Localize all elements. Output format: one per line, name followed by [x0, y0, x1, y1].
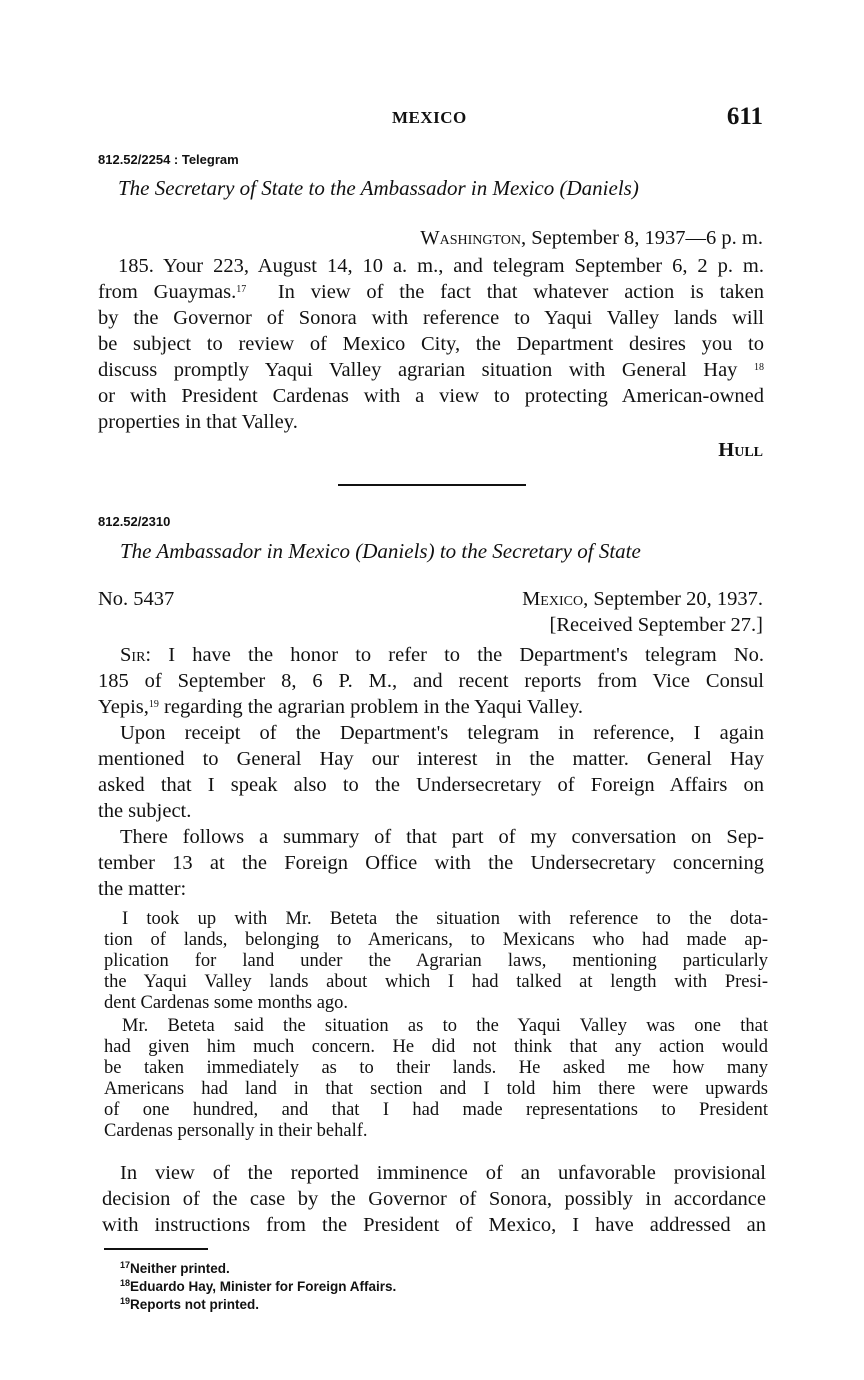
quote-line: tion of lands, belonging to Americans, to Mexicans who had made ap- [104, 930, 768, 950]
quote-line: be taken immediately as to their lands. He asked me how many [104, 1058, 768, 1078]
text-line: There follows a summary of that part of my conversation on Sep- [120, 826, 764, 848]
text-line: or with President Cardenas with a view to protecting American-owned [98, 385, 764, 407]
text-line: asked that I speak also to the Undersecretary of Foreign Affairs on [98, 774, 764, 796]
footnote-text: Reports not printed. [130, 1297, 260, 1312]
received-date: [Received September 27.] [549, 614, 763, 636]
doc1-dateline [420, 225, 763, 251]
doc2-dateline-place: Mexico [522, 588, 584, 610]
text-line [120, 642, 764, 668]
text-line: 185. Your 223, August 14, 10 a. m., and telegram September 6, 2 p. m. [118, 255, 764, 277]
footnote-ref-18: 18 [754, 362, 765, 373]
text-line: decision of the case by the Governor of Sonora, possibly in accordance [102, 1188, 766, 1210]
text-fragment: In view of the fact that whatever action is taken [277, 281, 764, 303]
doc1-signature: Hull [718, 439, 763, 461]
quote-line: Americans had land in that section and I told him there were upwards [104, 1079, 768, 1099]
text-line: be subject to review of Mexico City, the Department desires you to [98, 333, 764, 355]
footnote-mark: 19 [120, 1296, 131, 1306]
quote-line: the Yaqui Valley lands about which I had talked at length with Presi- [104, 972, 768, 992]
footnote-18 [120, 1279, 396, 1294]
text-line: Upon receipt of the Department's telegram in reference, I again [120, 722, 764, 744]
quote-line: of one hundred, and that I had made representations to President [104, 1100, 768, 1120]
salutation: Sir [120, 644, 146, 666]
footnote-mark: 18 [120, 1278, 131, 1288]
quote-line: had given him much concern. He did not think that any action would [104, 1037, 768, 1057]
text-line: the subject. [98, 800, 192, 822]
footnote-text: Neither printed. [130, 1261, 230, 1276]
text-line: In view of the reported imminence of an unfavorable provisional [120, 1162, 766, 1184]
footnote-17 [120, 1261, 230, 1276]
text-line [98, 279, 764, 305]
text-fragment: : I have the honor to refer to the Department's telegram No. [145, 644, 764, 666]
doc1-title: The Secretary of State to the Ambassador in Mexico (Daniels) [118, 176, 639, 200]
text-fragment [246, 281, 278, 303]
text-line: 185 of September 8, 6 P. M., and recent reports from Vice Consul [98, 670, 764, 692]
running-head: MEXICO [392, 108, 467, 127]
text-line: by the Governor of Sonora with reference to Yaqui Valley lands will [98, 307, 764, 329]
text-line: mentioned to General Hay our interest in the matter. General Hay [98, 748, 764, 770]
footnote-19 [120, 1297, 259, 1312]
page-number: 611 [726, 103, 763, 130]
footnote-text: Eduardo Hay, Minister for Foreign Affairs. [130, 1279, 397, 1294]
text-line: with instructions from the President of Mexico, I have addressed an [102, 1214, 766, 1236]
footnote-ref-19: 19 [148, 699, 159, 710]
quote-line: I took up with Mr. Beteta the situation with reference to the dota- [122, 909, 768, 929]
text-line: properties in that Valley. [98, 411, 298, 433]
quote-line: dent Cardenas some months ago. [104, 993, 349, 1013]
footnote-rule [104, 1248, 208, 1250]
text-fragment: from Guaymas. [98, 281, 237, 303]
text-line [98, 694, 764, 720]
text-fragment: Yepis, [98, 696, 149, 718]
text-line: tember 13 at the Foreign Office with the Undersecretary concerning [98, 852, 764, 874]
footnote-ref-17: 17 [236, 284, 247, 295]
quote-line: Mr. Beteta said the situation as to the Yaqui Valley was one that [122, 1016, 768, 1036]
text-fragment: discuss promptly Yaqui Valley agrarian situation with General Hay [98, 359, 738, 381]
doc2-dateline [522, 586, 763, 612]
text-line: the matter: [98, 878, 187, 900]
doc1-dateline-place: Washington [420, 227, 521, 249]
text-line [98, 357, 764, 383]
doc2-dateline-rest: , September 20, 1937. [583, 588, 763, 610]
despatch-number: No. 5437 [98, 588, 175, 610]
doc1-dateline-rest: , September 8, 1937—6 p. m. [521, 227, 763, 249]
text-fragment: regarding the agrarian problem in the Yaqui Valley. [158, 696, 584, 718]
doc2-title: The Ambassador in Mexico (Daniels) to the Secretary of State [120, 539, 641, 563]
section-divider [338, 484, 526, 486]
quote-line: plication for land under the Agrarian laws, mentioning particularly [104, 951, 768, 971]
doc1-file-number: 812.52/2254 : Telegram [98, 152, 239, 167]
footnote-mark: 17 [120, 1260, 131, 1270]
doc2-file-number: 812.52/2310 [98, 514, 171, 529]
quote-line: Cardenas personally in their behalf. [104, 1121, 368, 1141]
